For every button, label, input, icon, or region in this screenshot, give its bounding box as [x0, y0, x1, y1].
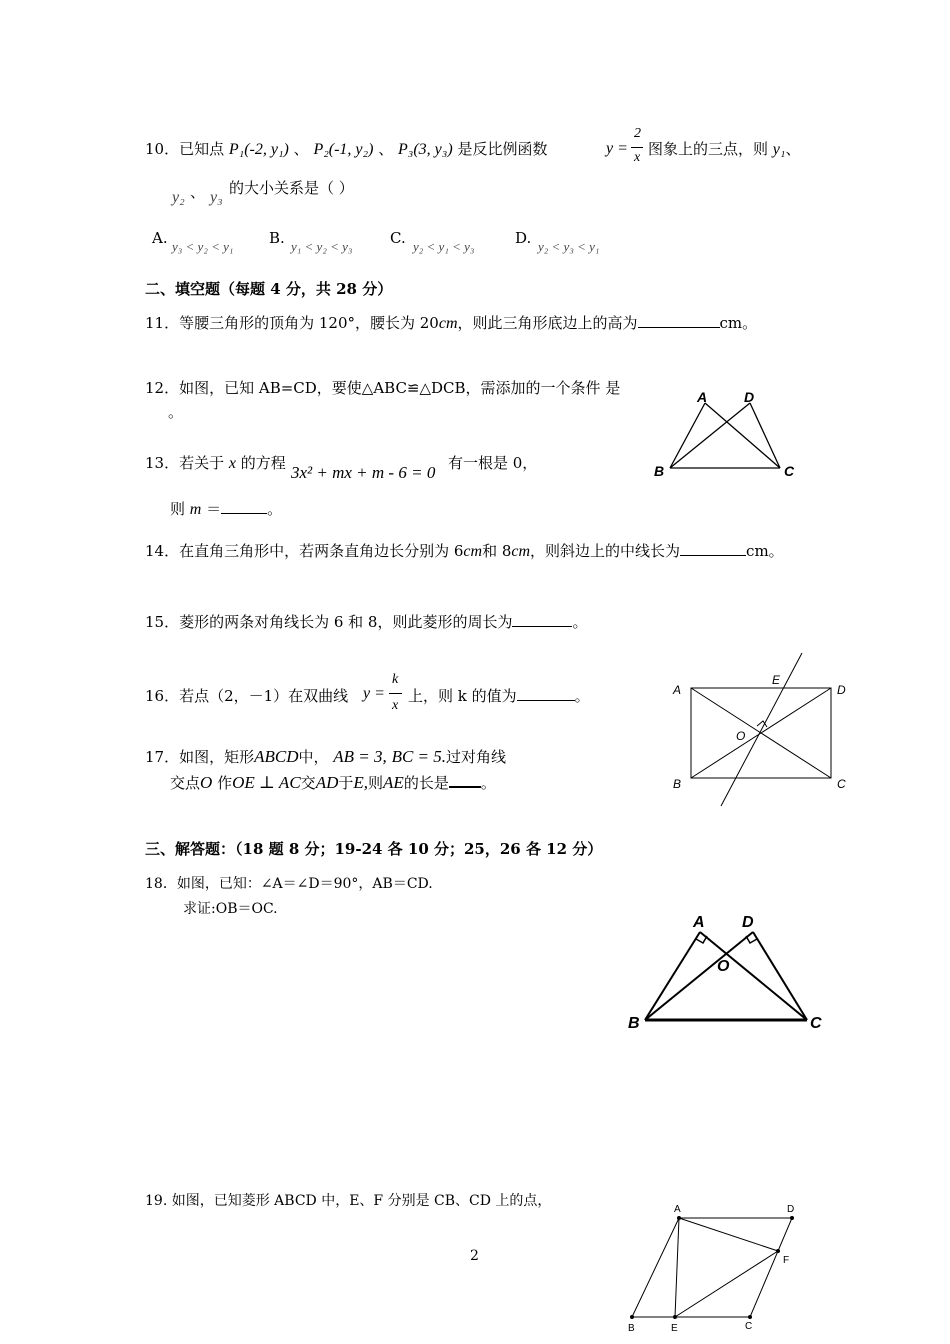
fig17-label-c: C: [837, 777, 846, 791]
q10-suffix: [648, 138, 800, 159]
q10-line1: [145, 138, 547, 159]
q13-line2-b: ＝: [206, 500, 222, 518]
fig17-label-b: B: [673, 777, 682, 791]
q11-answer-blank[interactable]: [638, 313, 720, 328]
q13-line2-end: 。: [267, 500, 283, 518]
figure-q19: [620, 1200, 820, 1344]
fig18-segment-dc: [753, 932, 807, 1020]
q14: [145, 540, 784, 561]
fig18-segment-ac: [700, 932, 807, 1020]
q13-line2-a: 则: [170, 500, 186, 518]
q15-end: 。: [572, 613, 588, 631]
fig19-point-c: [748, 1315, 752, 1319]
q17-answer-blank[interactable]: [449, 772, 481, 788]
q16-den: x: [392, 698, 399, 713]
q16-text2: 上，则 k 的值为: [408, 687, 517, 705]
section2-heading: 二、填空题（每题 4 分，共 28 分）: [145, 280, 393, 298]
fig18-label-c: C: [810, 1015, 822, 1032]
q17-o: O: [200, 773, 213, 792]
q15-text: 15．菱形的两条对角线长为 6 和 8，则此菱形的周长为: [145, 613, 513, 631]
q14-cm2: cm: [511, 543, 531, 560]
q17-bc: BC = 5.: [391, 747, 447, 766]
section3-heading: 三、解答题：（18 题 8 分；19-24 各 10 分；25，26 各 12 分）: [145, 840, 603, 858]
q10-p3: P₃(3, y₃): [398, 141, 453, 158]
q17-line2: [170, 772, 496, 793]
fig19-segment-ef: [675, 1251, 778, 1317]
q16-fraction-bar: [389, 693, 402, 694]
q10-func-lhs: y =: [606, 140, 628, 157]
q15-answer-blank[interactable]: [512, 612, 572, 627]
fig18-segment-ba: [645, 932, 700, 1020]
fig19-point-e: [673, 1315, 677, 1319]
fig19-point-b: [630, 1315, 634, 1319]
q10-option-b-label: B.: [269, 229, 285, 247]
q13-text-b: 的方程: [240, 454, 286, 472]
fig18-label-d: D: [742, 914, 754, 931]
q17-end: 。: [480, 774, 496, 792]
q10-option-d-label: D.: [515, 229, 532, 247]
q17-l2e: 则: [368, 774, 384, 792]
q10-option-d-expr: y₂ < y₃ < y₁: [538, 239, 600, 254]
q10-sep1: 、: [293, 140, 309, 158]
fig18-label-b: B: [628, 1015, 640, 1032]
q17-oe: OE ⊥ AC: [232, 773, 301, 792]
q17-e: E,: [353, 773, 369, 792]
figure-q17: [665, 650, 855, 810]
fig12-segment-bd: [670, 403, 750, 468]
q14-answer-blank[interactable]: [680, 541, 746, 556]
figure-q18: [625, 905, 835, 1035]
q17-l1a: 17．如图，矩形: [145, 748, 255, 766]
q17-l2a: 交点: [170, 774, 201, 792]
q13-equation: 3x² + mx + m - 6 = 0: [291, 463, 436, 482]
page-number: 2: [470, 1248, 479, 1264]
figure-q12: [650, 388, 800, 483]
q10-option-a-label: A.: [152, 229, 168, 247]
q13-answer-blank[interactable]: [221, 499, 267, 514]
q18-line1: 18．如图，已知：∠A＝∠D＝90°，AB＝CD.: [145, 876, 433, 892]
fig17-line-oe: [721, 653, 802, 806]
q14-text2: ，则斜边上的中线长为: [530, 542, 681, 560]
q13-line2: [170, 498, 282, 519]
fig19-label-d: D: [787, 1204, 795, 1215]
fig17-label-d: D: [837, 683, 846, 697]
q16-lhs: y =: [363, 685, 385, 702]
q17-l2f: 的长是: [403, 774, 449, 792]
q10-middle: 是反比例函数: [457, 140, 548, 158]
q10-fraction-bar: [631, 147, 643, 148]
fig12-label-b: B: [654, 463, 665, 479]
fig19-segment-ae: [675, 1218, 679, 1317]
q17-l1c: 过对角线: [446, 748, 507, 766]
q16-num: k: [392, 672, 399, 687]
fig19-label-a: A: [674, 1204, 681, 1215]
q14-cm1: cm: [463, 543, 483, 560]
q13-text-c: 有一根是 0，: [448, 454, 538, 472]
fig17-label-e: E: [772, 673, 781, 687]
q10-line2-sep: 、: [190, 183, 206, 201]
q14-text: 14．在直角三角形中，若两条直角边长分别为 6: [145, 542, 464, 560]
fig18-label-a: A: [693, 914, 705, 931]
q14-end: cm。: [746, 542, 784, 560]
q15: [145, 611, 588, 632]
fig12-segment-ac: [705, 403, 780, 468]
q13-var: x: [228, 455, 236, 472]
q16-answer-blank[interactable]: [517, 686, 575, 701]
q10-line2-text: 的大小关系是（ ）: [229, 179, 354, 197]
q16-text: 16．若点（2，－1）在双曲线: [145, 687, 349, 705]
fig12-label-a: A: [697, 389, 708, 405]
fig19-point-d: [790, 1216, 794, 1220]
q10-option-c-expr: y₂ < y₁ < y₃: [413, 239, 475, 254]
q10-sep2: 、: [378, 140, 394, 158]
fig19-point-f: [776, 1249, 780, 1253]
q13-line1: [145, 452, 286, 473]
q10-prefix: 10．已知点: [145, 140, 225, 158]
q19-line1: 19. 如图，已知菱形 ABCD 中，E、F 分别是 CB、CD 上的点，: [145, 1193, 552, 1209]
q17-l2b: 作: [217, 774, 233, 792]
q17-l1b: 中，: [298, 748, 329, 766]
q17-ad: AD: [315, 773, 339, 792]
q11-text: 11．等腰三角形的顶角为 120°，腰长为 20: [145, 314, 439, 332]
q13-line2-m: m: [189, 501, 202, 518]
q17-line1: [145, 746, 506, 767]
q10-line2-y3: y₃: [210, 189, 223, 206]
q10-p1: P₁(-2, y₁): [228, 141, 289, 158]
q10-line2-y2: y₂: [172, 189, 185, 206]
q14-and: 和 8: [482, 542, 512, 560]
q10-option-a-expr: y₃ < y₂ < y₁: [172, 239, 234, 254]
q10-sep3: 、: [785, 140, 801, 158]
fig18-segment-bd: [645, 932, 753, 1020]
q10-func-num: 2: [634, 126, 641, 141]
q13-text-a: 13．若关于: [145, 454, 225, 472]
fig19-label-b: B: [628, 1323, 635, 1334]
fig17-label-a: A: [673, 683, 682, 697]
q10-option-b-expr: y₁ < y₂ < y₃: [291, 239, 353, 254]
fig18-label-o: O: [717, 958, 730, 975]
q16-rest: [408, 685, 590, 706]
q11-unit: cm: [438, 315, 458, 332]
fig12-label-d: D: [744, 389, 755, 405]
q10-option-c-label: C.: [390, 229, 406, 247]
fig19-label-c: C: [745, 1321, 753, 1332]
q10-suffix-text: 图象上的三点，则: [648, 140, 769, 158]
fig19-segment-af: [679, 1218, 778, 1251]
q12-line2: 。: [168, 403, 184, 421]
q10-func-den: x: [634, 150, 641, 165]
fig19-label-e: E: [671, 1323, 678, 1334]
q11: [145, 312, 757, 333]
q16-end: 。: [574, 687, 590, 705]
fig17-label-o: O: [736, 729, 746, 743]
q11-text2: ，则此三角形底边上的高为: [457, 314, 638, 332]
q17-abcd: ABCD: [254, 747, 299, 766]
fig19-label-f: F: [783, 1255, 790, 1266]
q17-l2c: 交: [300, 774, 316, 792]
fig12-segment-dc: [750, 403, 780, 468]
q18-line2: 求证:OB＝OC.: [183, 901, 278, 917]
q10-y1: y₁: [772, 141, 786, 158]
q10-p2: P₂(-1, y₂): [313, 141, 374, 158]
q11-end: cm。: [719, 314, 758, 332]
q12-line1: 12．如图，已知 AB=CD，要使△ABC≌△DCB，需添加的一个条件 是: [145, 379, 621, 397]
fig12-label-c: C: [784, 463, 795, 479]
fig12-segment-ba: [670, 403, 705, 468]
fig19-rhombus: [632, 1218, 792, 1317]
q17-ae: AE: [383, 773, 404, 792]
q17-l2d: 于: [338, 774, 354, 792]
fig19-point-a: [677, 1216, 681, 1220]
q17-ab: AB = 3,: [333, 747, 387, 766]
